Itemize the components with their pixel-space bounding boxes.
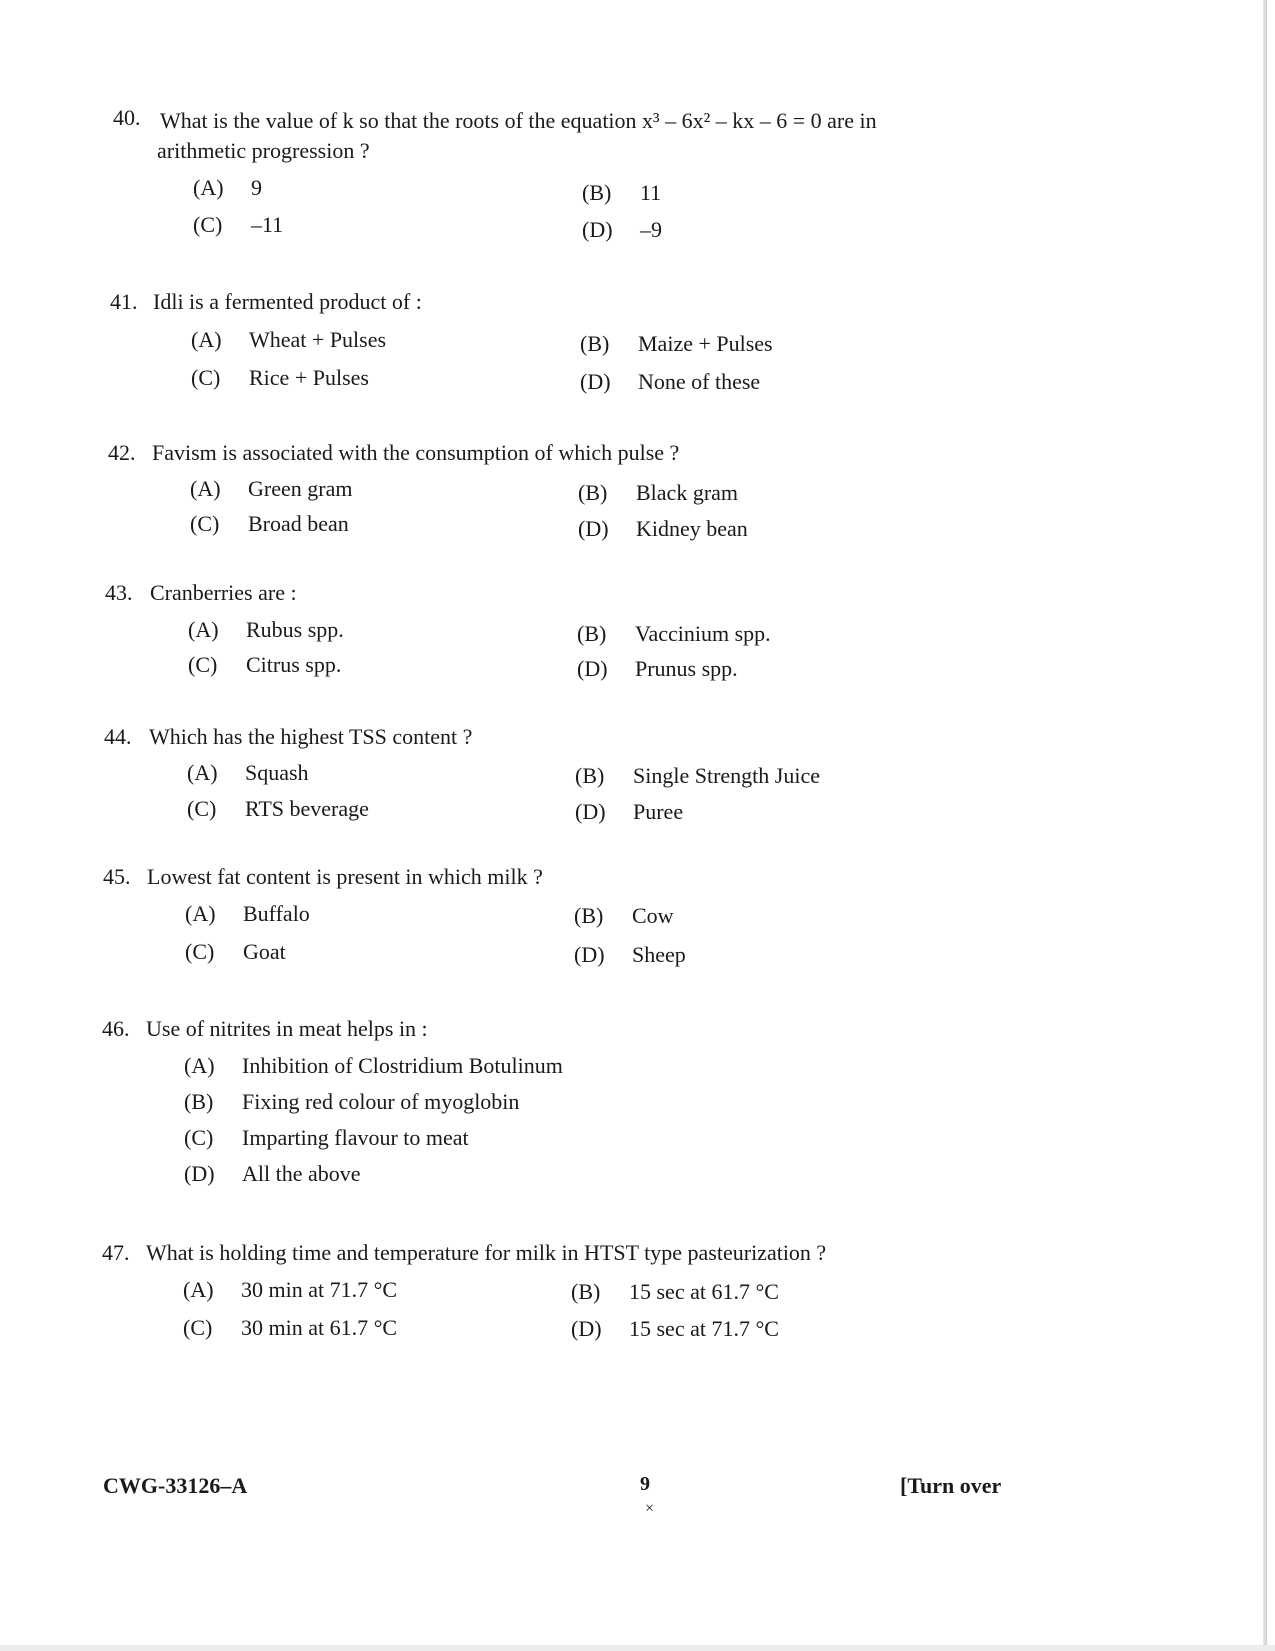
option-d: (D) Prunus spp. <box>577 656 738 681</box>
option-d: (D) Puree <box>575 799 684 824</box>
option-a: (A) Rubus spp. <box>188 617 344 642</box>
question-40 <box>113 103 141 133</box>
question-42 <box>108 438 136 468</box>
page-edge-bottom <box>0 1645 1275 1651</box>
page-edge <box>1263 0 1267 1651</box>
page-number: 9 <box>640 1473 650 1495</box>
option-d: (D) –9 <box>582 217 662 242</box>
option-b: (B) Fixing red colour of myoglobin <box>184 1089 520 1114</box>
question-stem: Lowest fat content is present in which milk ? <box>147 864 543 889</box>
option-c: (C) Rice + Pulses <box>191 365 369 390</box>
question-47 <box>102 1238 130 1268</box>
option-d: (D) Sheep <box>574 942 686 967</box>
question-stem: What is holding time and temperature for milk in HTST type pasteurization ? <box>146 1240 827 1265</box>
question-number: 46. <box>102 1016 130 1041</box>
option-c: (C) –11 <box>193 212 284 237</box>
option-c: (C) RTS beverage <box>187 796 369 821</box>
turn-over-label: [Turn over <box>900 1473 1002 1498</box>
option-a: (A) 30 min at 71.7 °C <box>183 1277 398 1302</box>
option-b: (B) Vaccinium spp. <box>577 621 771 646</box>
question-number: 43. <box>105 580 133 605</box>
option-b: (B) Cow <box>574 903 674 928</box>
question-41 <box>110 287 138 317</box>
option-d: (D) Kidney bean <box>578 516 748 541</box>
option-a: (A) Buffalo <box>185 901 310 926</box>
question-stem-continued: arithmetic progression ? <box>157 138 370 163</box>
question-stem: Cranberries are : <box>150 580 297 605</box>
option-b: (B) 11 <box>582 180 662 205</box>
option-c: (C) Citrus spp. <box>188 652 342 677</box>
option-c: (C) Broad bean <box>190 511 349 536</box>
question-45 <box>103 862 131 892</box>
question-number: 44. <box>104 724 132 749</box>
question-number: 42. <box>108 440 136 465</box>
question-43 <box>105 578 133 608</box>
question-number: 40. <box>113 105 141 130</box>
option-a: (A) Inhibition of Clostridium Botulinum <box>184 1053 563 1078</box>
option-a: (A) Squash <box>187 760 309 785</box>
option-a: (A) Green gram <box>190 476 353 501</box>
paper-code: CWG-33126–A <box>103 1473 248 1498</box>
question-44 <box>104 722 132 752</box>
question-number: 47. <box>102 1240 130 1265</box>
cross-mark: × <box>645 1500 655 1517</box>
question-number: 45. <box>103 864 131 889</box>
question-number: 41. <box>110 289 138 314</box>
option-b: (B) Maize + Pulses <box>580 331 773 356</box>
option-a: (A) Wheat + Pulses <box>191 327 387 352</box>
option-b: (B) Single Strength Juice <box>575 763 820 788</box>
option-c: (C) Imparting flavour to meat <box>184 1125 469 1150</box>
question-stem: Idli is a fermented product of : <box>153 289 422 314</box>
question-stem: Favism is associated with the consumption of which pulse ? <box>152 440 680 465</box>
option-d: (D) All the above <box>184 1161 361 1186</box>
question-stem: Use of nitrites in meat helps in : <box>146 1016 428 1041</box>
question-stem: Which has the highest TSS content ? <box>149 724 473 749</box>
option-c: (C) 30 min at 61.7 °C <box>183 1315 398 1340</box>
option-a: (A) 9 <box>193 175 262 200</box>
question-stem: What is the value of k so that the roots of the equation x³ – 6x² – kx – 6 = 0 are in <box>160 108 877 133</box>
option-b: (B) Black gram <box>578 480 739 505</box>
option-b: (B) 15 sec at 61.7 °C <box>571 1279 779 1304</box>
option-d: (D) None of these <box>580 369 761 394</box>
option-d: (D) 15 sec at 71.7 °C <box>571 1316 779 1341</box>
option-c: (C) Goat <box>185 939 286 964</box>
question-46 <box>102 1014 130 1044</box>
